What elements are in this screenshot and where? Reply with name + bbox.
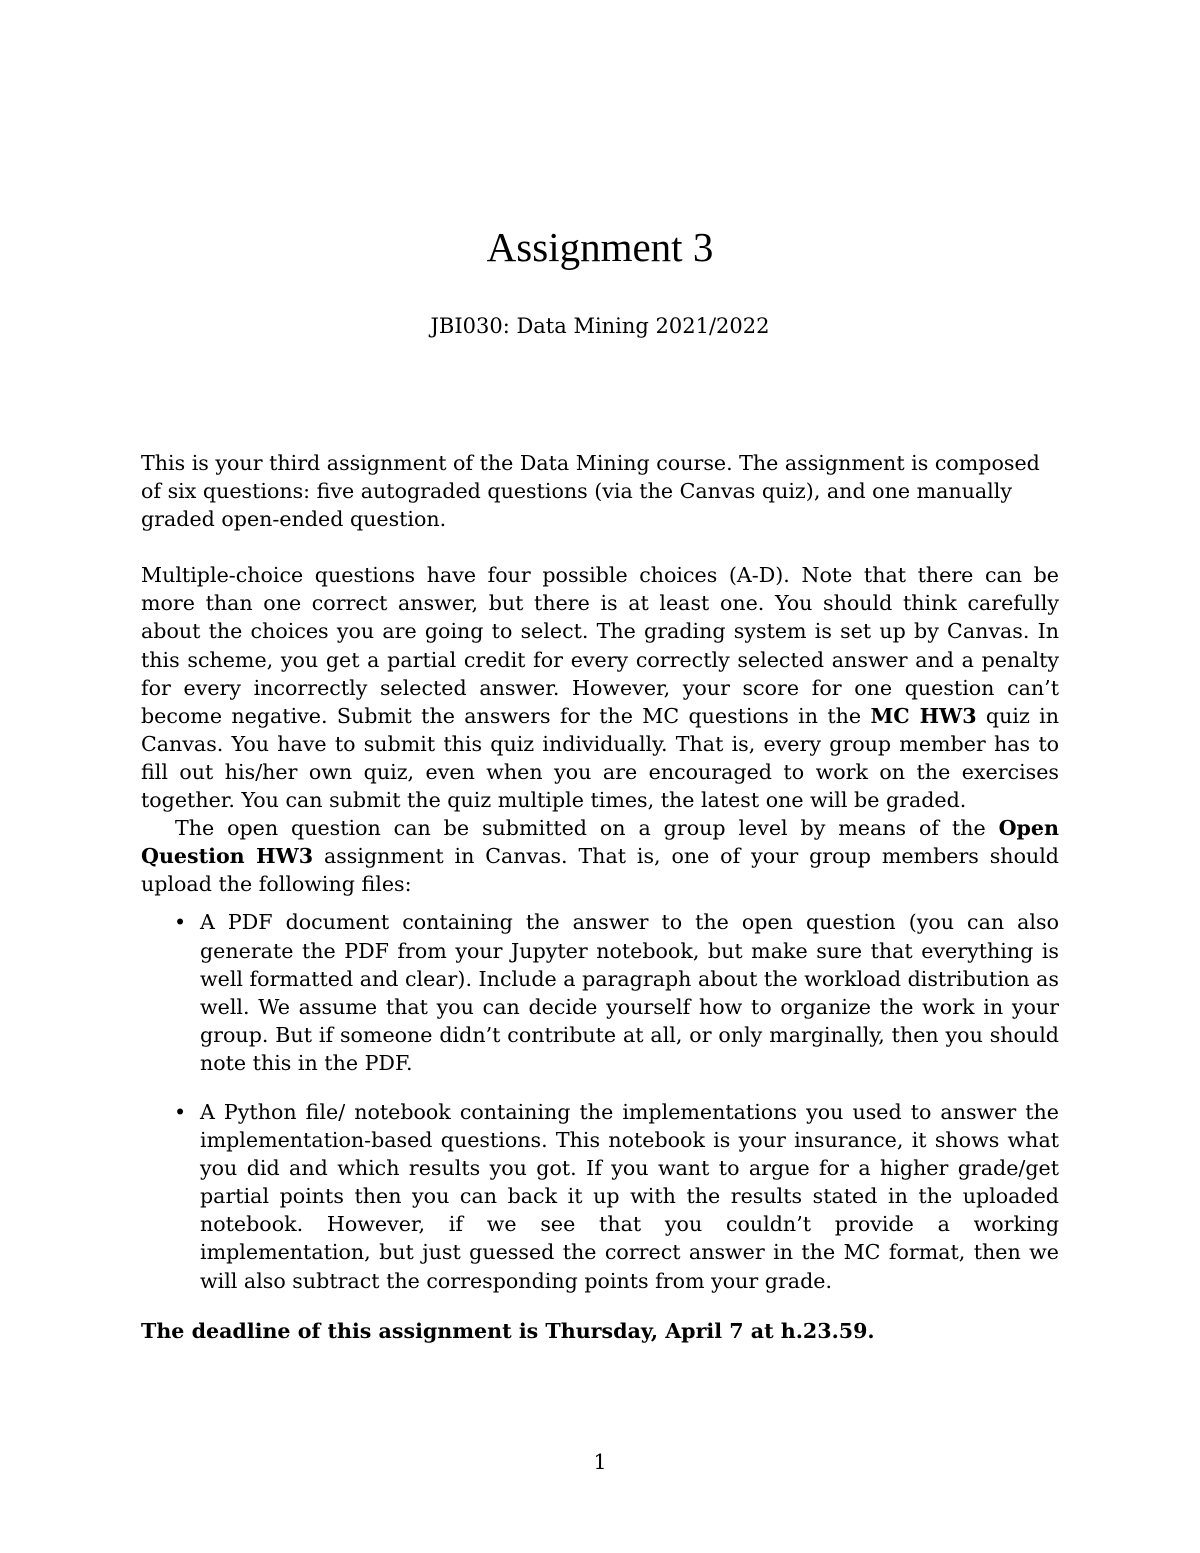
course-subtitle: JBI030: Data Mining 2021/2022 (430, 314, 770, 338)
page-title: Assignment 3 (486, 224, 714, 270)
bullet-icon: • (174, 910, 187, 935)
upload-file-list (141, 908, 1059, 1294)
list-item (174, 908, 1059, 1077)
list-item-text: A PDF document containing the answer to the open question (you can also generate the PDF from your Jupyter notebook, but make sure that everything is well formatted and clear). Include a paragraph about the workload distribution as well. We assume that you can decide yourself how to organize the work in your group. But if someone didn’t contribute at all, or only marginally, then you should note this in the PDF. (200, 910, 1059, 1075)
paragraph-gap (141, 533, 1059, 561)
bullet-icon: • (174, 1099, 187, 1124)
list-item (174, 1098, 1059, 1295)
mc-paragraph (141, 561, 1059, 814)
deadline-statement: The deadline of this assignment is Thursday, April 7 at h.23.59. (141, 1318, 875, 1343)
mc-quiz-name: MC HW3 (870, 703, 977, 728)
intro-paragraph: This is your third assignment of the Data Mining course. The assignment is composed of six questions: five autograded questions (via the Canvas quiz), and one manually graded open-ended question. (141, 451, 1040, 532)
document-body (141, 449, 1059, 1345)
open-text-before: The open question can be submitted on a group level by means of the (175, 816, 999, 841)
list-item-text: A Python file/ notebook containing the implementations you used to answer the implementation-based questions. This notebook is your insurance, it shows what you did and which results you got. If you want to argue for a higher grade/get partial points then you can back it up with the results stated in the uploaded notebook. However, if we see that you couldn’t provide a working implementation, but just guessed the correct answer in the MC format, then we will also subtract the corresponding points from your grade. (200, 1099, 1059, 1293)
open-text-after: assignment in Canvas. That is, one of your group members should upload the following files: (141, 844, 1059, 897)
open-question-paragraph (141, 814, 1059, 898)
open-assignment-name: Open Question HW3 (141, 816, 1059, 869)
mc-text-after: quiz in Canvas. You have to submit this quiz individually. That is, every group member has to fill out his/her own quiz, even when you are encouraged to work on the exercises together. You can submit the quiz multiple times, the latest one will be graded. (141, 703, 1060, 813)
mc-text-before: Multiple-choice questions have four possible choices (A-D). Note that there can be more than one correct answer, but there is at least one. You should think carefully about the choices you are going to select. The grading system is set up by Canvas. In this scheme, you get a partial credit for every correctly selected answer and a penalty for every incorrectly selected answer. However, your score for one question can’t become negative. Submit the answers for the MC questions in the (141, 563, 1059, 728)
page-number: 1 (593, 1450, 607, 1474)
